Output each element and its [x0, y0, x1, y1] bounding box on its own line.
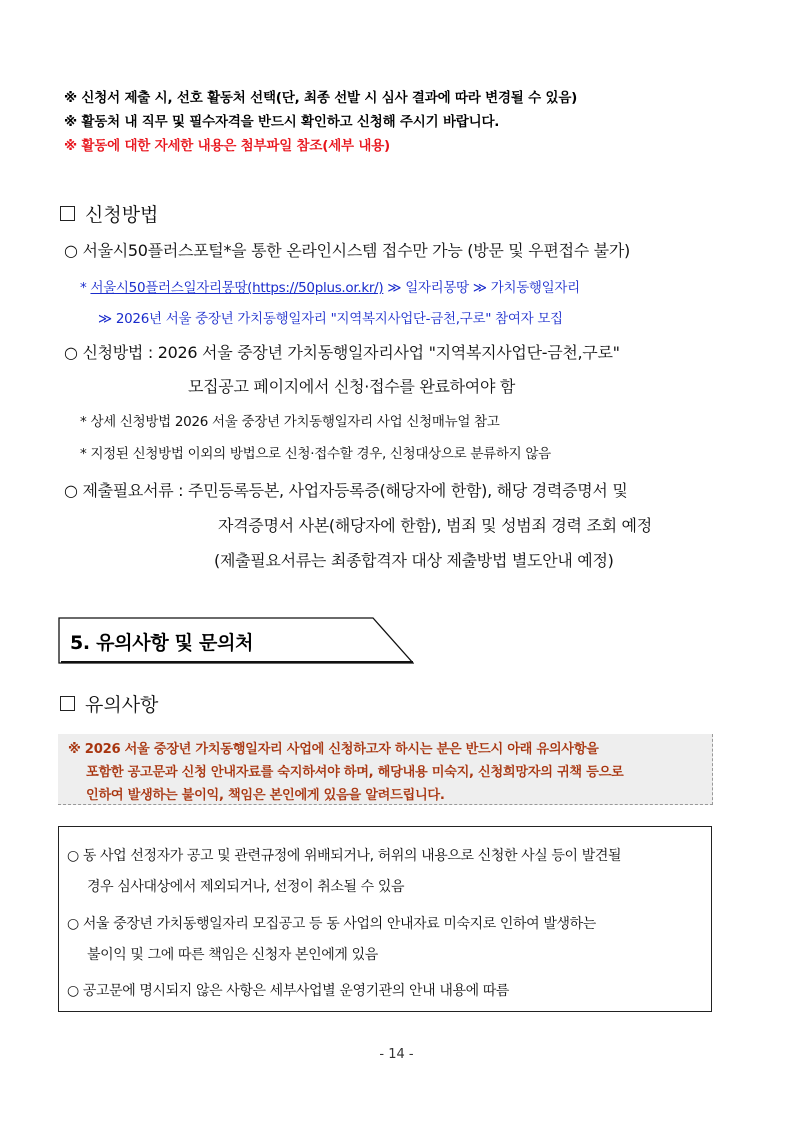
- note-line-2: ※ 활동처 내 직무 및 필수자격을 반드시 확인하고 신청해 주시기 바랍니다.: [64, 114, 500, 130]
- caution-item-3: ○ 공고문에 명시되지 않은 사항은 세부사업별 운영기관의 안내 내용에 따름: [67, 983, 509, 999]
- page-number: - 14 -: [379, 1047, 414, 1062]
- apply-bullet-2: ○ 신청방법 : 2026 서울 중장년 가치동행일자리사업 "지역복지사업단-금천,구로": [64, 343, 620, 362]
- notice-line-3: 인하여 발생하는 불이익, 책임은 본인에게 있음을 알려드립니다.: [86, 788, 445, 803]
- caution-item-1-line2: 경우 심사대상에서 제외되거나, 선정이 취소될 수 있음: [87, 879, 405, 895]
- apply-bullet-3: ○ 제출필요서류 : 주민등록등본, 사업자등록증(해당자에 한함), 해당 경력증명서 및: [64, 481, 628, 500]
- apply-heading: [60, 200, 158, 227]
- notice-line-2: 포함한 공고문과 신청 안내자료를 숙지하셔야 하며, 해당내용 미숙지, 신청희망자의 귀책 등으로: [86, 765, 624, 780]
- notice-box: [58, 734, 713, 805]
- apply-star-1-line2: ≫ 2026년 서울 중장년 가치동행일자리 "지역복지사업단-금천,구로" 참여자 모집: [98, 311, 563, 327]
- caution-item-2-line2: 불이익 및 그에 따른 책임은 신청자 본인에게 있음: [87, 947, 378, 963]
- note-line-3: ※ 활동에 대한 자세한 내용은 첨부파일 참조(세부 내용): [64, 138, 391, 154]
- apply-star-3: * 지정된 신청방법 이외의 방법으로 신청·접수할 경우, 신청대상으로 분류하지 않음: [80, 446, 551, 462]
- checkbox-square-icon: [60, 696, 75, 711]
- apply-bullet-2-line2: 모집공고 페이지에서 신청·접수를 완료하여야 함: [188, 377, 516, 396]
- apply-heading-text: 신청방법: [85, 204, 159, 226]
- apply-bullet-1: ○ 서울시50플러스포털*을 통한 온라인시스템 접수만 가능 (방문 및 우편접수 불가): [64, 241, 630, 260]
- asterisk-mark: *: [80, 280, 87, 296]
- caution-heading-text: 유의사항: [85, 694, 159, 716]
- caution-heading: [60, 690, 158, 717]
- portal-link[interactable]: 서울시50플러스일자리몽땅(https://50plus.or.kr/): [90, 280, 384, 296]
- chapter-title: 5. 유의사항 및 문의처: [70, 632, 254, 654]
- caution-item-2: ○ 서울 중장년 가치동행일자리 모집공고 등 동 사업의 안내자료 미숙지로 인하여 발생하는: [67, 916, 596, 932]
- notice-line-1: ※ 2026 서울 중장년 가치동행일자리 사업에 신청하고자 하시는 분은 반드시 아래 유의사항을: [68, 742, 599, 757]
- apply-bullet-3-line3: (제출필요서류는 최종합격자 대상 제출방법 별도안내 예정): [214, 551, 614, 570]
- apply-bullet-3-line2: 자격증명서 사본(해당자에 한함), 범죄 및 성범죄 경력 조회 예정: [218, 516, 652, 535]
- portal-path: ≫ 일자리몽땅 ≫ 가치동행일자리: [383, 280, 580, 296]
- apply-star-2: * 상세 신청방법 2026 서울 중장년 가치동행일자리 사업 신청매뉴얼 참고: [80, 414, 500, 430]
- caution-item-1: ○ 동 사업 선정자가 공고 및 관련규정에 위배되거나, 허위의 내용으로 신청한 사실 등이 발견될: [67, 848, 622, 864]
- checkbox-square-icon: [60, 206, 75, 221]
- apply-star-1: [80, 276, 580, 296]
- note-line-1: ※ 신청서 제출 시, 선호 활동처 선택(단, 최종 선발 시 심사 결과에 따라 변경될 수 있음): [64, 90, 578, 106]
- chapter-heading: [58, 617, 414, 664]
- caution-items-box: [58, 826, 712, 1012]
